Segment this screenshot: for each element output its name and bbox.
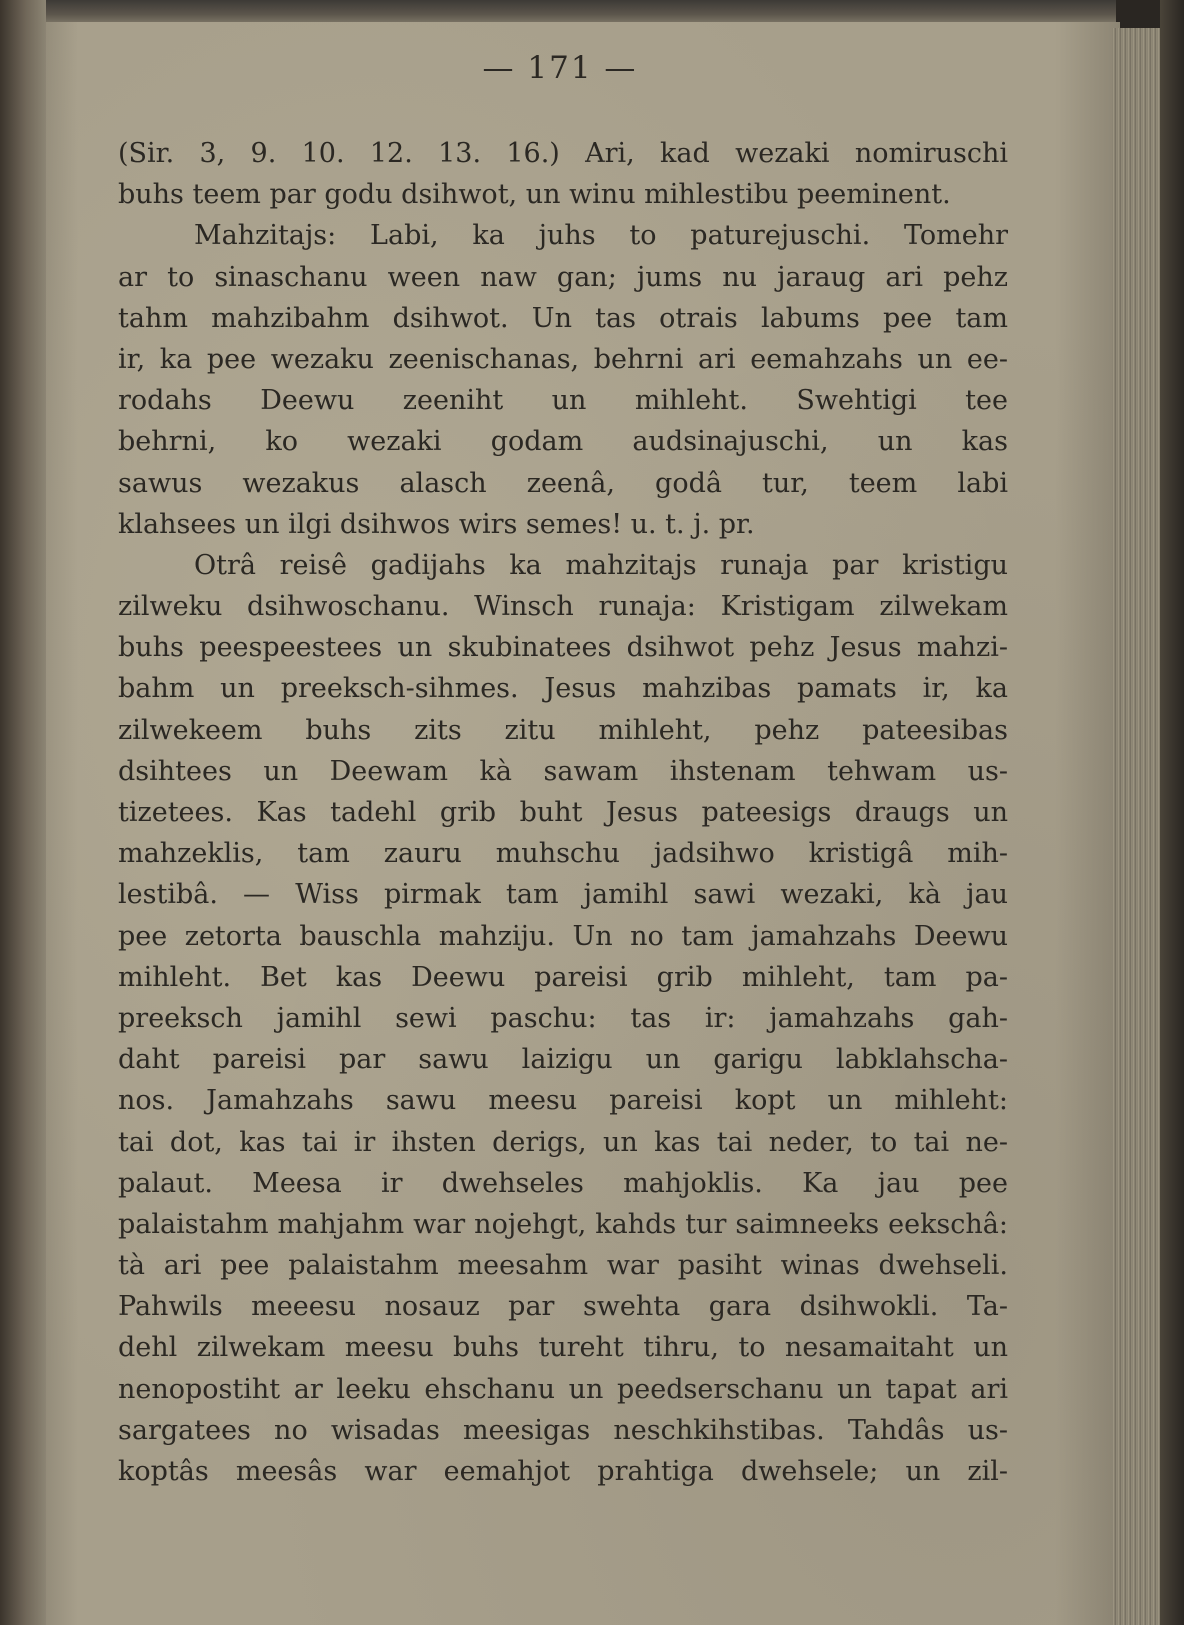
text-line: Pahwils meeesu nosauz par swehta gara dsihwokli. Ta- — [118, 1291, 1008, 1323]
text-line: zilwekeem buhs zits zitu mihleht, pehz pateesibas — [118, 714, 1008, 746]
text-line: bahm un preeksch-sihmes. Jesus mahzibas pamats ir, ka — [118, 673, 1008, 705]
text-line: zilweku dsihwoschanu. Winsch runaja: Kristigam zilwekam — [118, 591, 1008, 623]
text-line: Otrâ reisê gadijahs ka mahzitajs runaja par kristigu — [194, 549, 1008, 581]
page-number: — 171 — — [482, 50, 638, 86]
text-line: sargatees no wisadas meesigas neschkihstibas. Tahdâs us- — [118, 1414, 1008, 1446]
text-line: buhs teem par godu dsihwot, un winu mihlestibu peeminent. — [118, 179, 951, 211]
text-line: tà ari pee palaistahm meesahm war pasiht winas dwehseli. — [118, 1250, 1008, 1282]
text-line: palaut. Meesa ir dwehseles mahjoklis. Ka jau pee — [118, 1167, 1008, 1199]
text-line: ir, ka pee wezaku zeenischanas, behrni ari eemahzahs un ee- — [118, 343, 1008, 375]
text-line: buhs peespeestees un skubinatees dsihwot pehz Jesus mahzi- — [118, 632, 1008, 664]
book-binding-edge — [0, 0, 46, 1625]
text-line: tai dot, kas tai ir ihsten derigs, un kas tai neder, to tai ne- — [118, 1126, 1008, 1158]
text-line: lestibâ. — Wiss pirmak tam jamihl sawi wezaki, kà jau — [118, 879, 1008, 911]
text-line: daht pareisi par sawu laizigu un garigu labklahscha- — [118, 1044, 1008, 1076]
text-line: tahm mahzibahm dsihwot. Un tas otrais labums pee tam — [118, 302, 1008, 334]
text-line: Mahzitajs: Labi, ka juhs to paturejuschi. Tomehr — [194, 220, 1008, 252]
text-line: pee zetorta bauschla mahziju. Un no tam jamahzahs Deewu — [118, 920, 1008, 952]
text-line: (Sir. 3, 9. 10. 12. 13. 16.) Ari, kad wezaki nomiruschi — [118, 138, 1008, 169]
text-line: preeksch jamihl sewi paschu: tas ir: jamahzahs gah- — [118, 1002, 1008, 1034]
text-line: klahsees un ilgi dsihwos wirs semes! u. t. j. pr. — [118, 508, 755, 540]
text-line: mahzeklis, tam zauru muhschu jadsihwo kristigâ mih- — [118, 838, 1008, 870]
text-line: behrni, ko wezaki godam audsinajuschi, un kas — [118, 426, 1008, 458]
text-line: nenopostiht ar leeku ehschanu un peedserschanu un tapat ari — [118, 1373, 1008, 1405]
text-line: ar to sinaschanu ween naw gan; jums nu jaraug ari pehz — [118, 261, 1008, 293]
body-text — [118, 133, 1008, 1492]
text-line: nos. Jamahzahs sawu meesu pareisi kopt un mihleht: — [118, 1085, 1008, 1117]
text-line: dsihtees un Deewam kà sawam ihstenam tehwam us- — [118, 755, 1008, 787]
text-line: mihleht. Bet kas Deewu pareisi grib mihleht, tam pa- — [118, 961, 1008, 993]
text-line: palaistahm mahjahm war nojehgt, kahds tur saimneeks eekschâ: — [118, 1208, 1008, 1240]
text-line: sawus wezakus alasch zeenâ, godâ tur, teem labi — [118, 467, 1008, 499]
book-cover-edge — [1160, 0, 1184, 1625]
text-line: rodahs Deewu zeeniht un mihleht. Swehtigi tee — [118, 385, 1008, 417]
text-line: koptâs meesâs war eemahjot prahtiga dwehsele; un zil- — [118, 1456, 1008, 1487]
book-top-edge — [46, 0, 1116, 24]
text-line: dehl zilwekam meesu buhs tureht tihru, to nesamaitaht un — [118, 1332, 1008, 1364]
text-line: tizetees. Kas tadehl grib buht Jesus pateesigs draugs un — [118, 797, 1008, 828]
